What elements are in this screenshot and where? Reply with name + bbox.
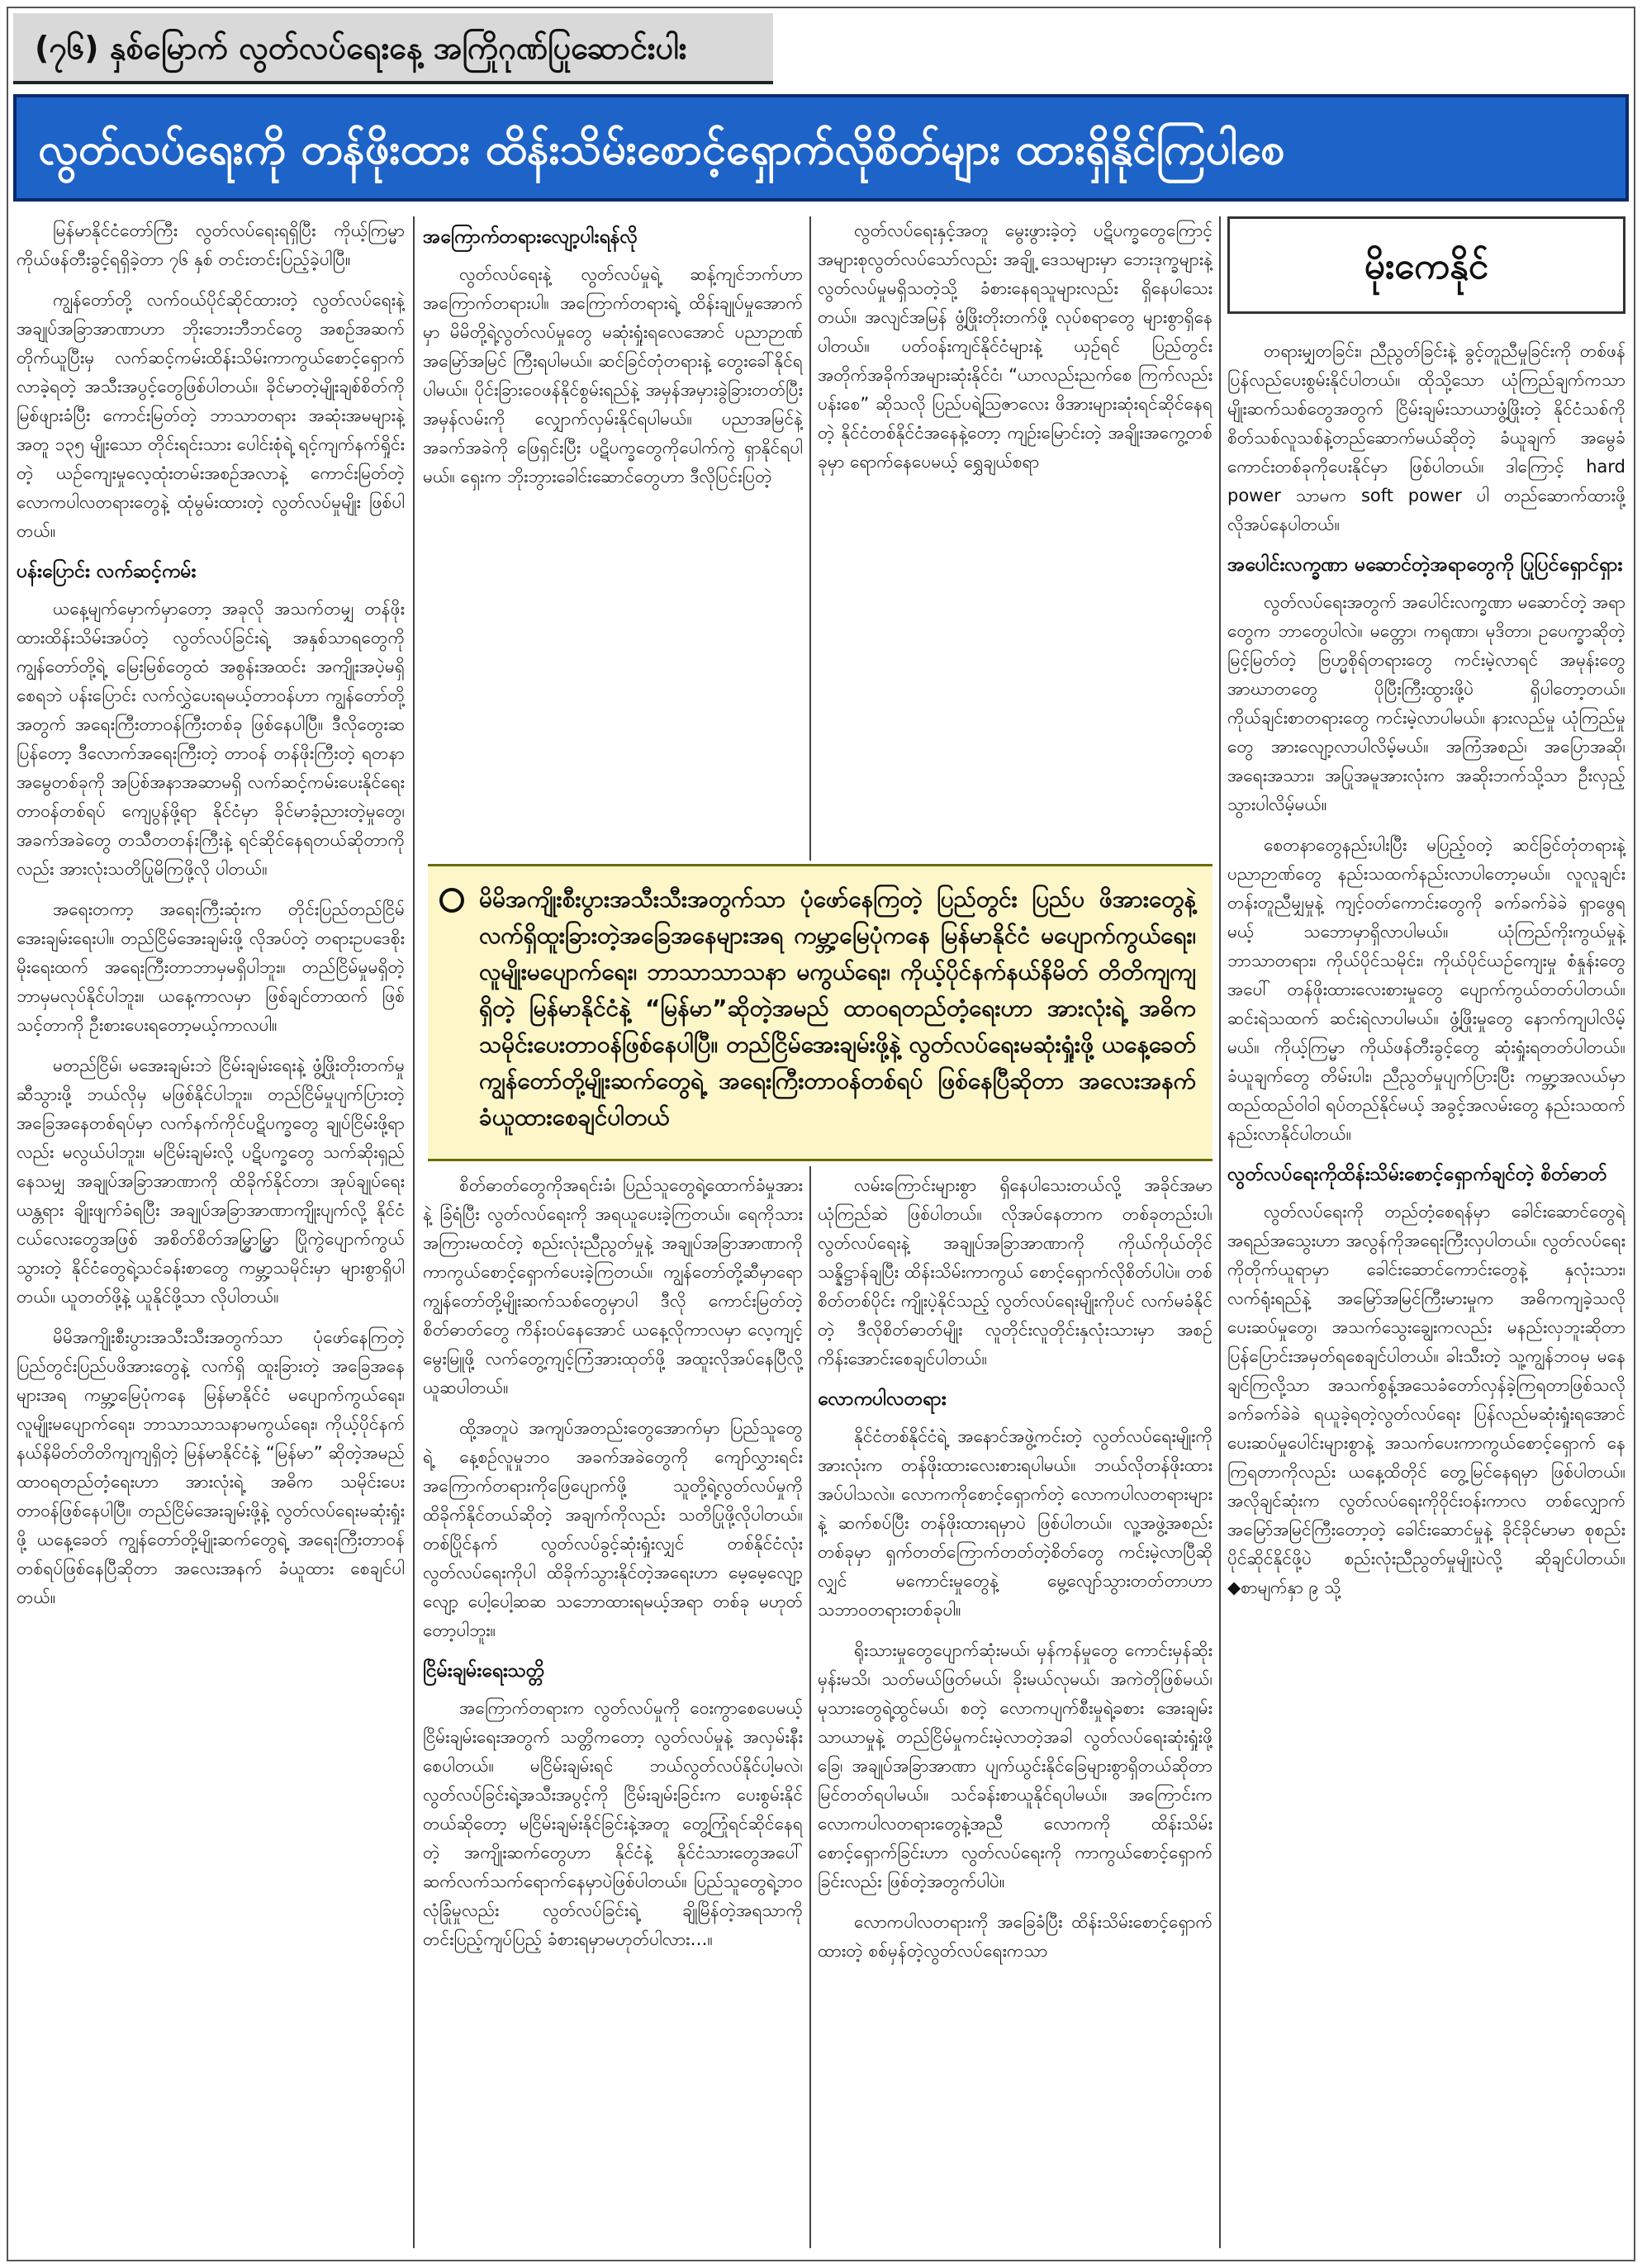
- subheading: အပေါင်းလက္ခဏာ မဆောင်တဲ့အရာတွေကို ပြုပြင်ရှောင်ရှား: [1227, 554, 1623, 576]
- column-1: [17, 216, 405, 2248]
- paragraph: ကျွန်တော်တို့ လက်ဝယ်ပိုင်ဆိုင်ထားတဲ့ လွတ်လပ်ရေးနဲ့ အချုပ်အခြာအာဏာဟာ ဘိုးဘေးဘီဘင်တွေ အစဉ်အဆက်တိုက်ယူပြီးမှ လက်ဆင့်ကမ်းထိန်းသိမ်းကာကွယ်စောင့်ရှောက်လာခဲ့ရတဲ့ အသီးအပွင့်တွေဖြစ်ပါတယ်။ ခိုင်မာတဲ့မျိုးချစ်စိတ်ကို မြစ်ဖျားခံပြီး ကောင်းမြတ်တဲ့ ဘာသာတရား အဆုံးအမများနဲ့အတူ ၁၃၅ မျိုးသော တိုင်းရင်းသား ပေါင်းစုံရဲ့ ရင့်ကျက်နက်ရှိုင်းတဲ့ ယဉ်ကျေးမှုလေ့ထုံးတမ်းအစဉ်အလာနဲ့ ကောင်းမြတ်တဲ့ လောကပါလတရားတွေနဲ့ ထုံမွမ်းထားတဲ့ လွတ်လပ်မှုမျိုး ဖြစ်ပါတယ်။: [17, 290, 405, 541]
- paragraph: လွတ်လပ်ရေးနဲ့ လွတ်လပ်မှုရဲ့ ဆန့်ကျင်ဘက်ဟာ အကြောက်တရားပါ။ အကြောက်တရားရဲ့ ထိန်းချုပ်မှုအောက်မှာ မိမိတို့ရဲ့လွတ်လပ်မှုတွေ မဆုံးရှုံးရလေအောင် ပညာဉာဏ်အမြော်အမြင် ကြီးရပါမယ်။ ဆင်ခြင်တုံတရားနဲ့ တွေးခေါ်နိုင်ရပါမယ်။ ပိုင်းခြားဝေဖန်နိုင်စွမ်းရည်နဲ့ အမှန်အမှားခွဲခြားတတ်ပြီး အမှန်လမ်းကို လျှောက်လှမ်းနိုင်ရပါမယ်။ ပညာအမြင်နဲ့ အခက်အခဲကို ဖြေရှင်းပြီး ပဋိပက္ခတွေကိုပေါက်ကွဲ ရှာနိုင်ရပါမယ်။ ရှေးက ဘိုးဘွားခေါင်းဆောင်တွေဟာ ဒီလိုပြင်းပြတဲ့: [423, 264, 803, 486]
- paragraph: စေတနာတွေနည်းပါးပြီး မပြည့်ဝတဲ့ ဆင်ခြင်တုံတရားနဲ့ ပညာဉာဏ်တွေ နည်းသထက်နည်းလာပါတော့မယ်။ လူလူချင်း တန်းတူညီမျှမှုနဲ့ ကျင့်ဝတ်ကောင်းတွေကို ခက်ခက်ခဲခဲ ရှာဖွေရမယ့် သဘောမှာရှိလာပါမယ်။ ယုံကြည်ကိုးကွယ်မှုနဲ့ ဘာသာတရား၊ ကိုယ်ပိုင်သမိုင်း၊ ကိုယ်ပိုင်ယဉ်ကျေးမှု စံနှုန်းတွေအပေါ် တန်ဖိုးထားလေးစားမှုတွေ ပျောက်ကွယ်တတ်ပါတယ်။ ဆင်းရဲသထက် ဆင်းရဲလာပါမယ်။ ဖွံ့ဖြိုးမှုတွေ နောက်ကျပါလိမ့်မယ်။ ကိုယ့်ကြမ္မာ ကိုယ်ဖန်တီးခွင့်တွေ ဆုံးရှုံးရတတ်ပါတယ်။ ခံယူချက်တွေ တိမ်းပါး၊ ညီညွတ်မှုပျက်ပြားပြီး ကမ္ဘာ့အလယ်မှာ ထည်ထည်ဝါဝါ ရပ်တည်နိုင်မယ့် အခွင့်အလမ်းတွေ နည်းသထက် နည်းလာနိုင်ပါတယ်။: [1227, 835, 1625, 1144]
- pull-quote-text: မိမိအကျိုးစီးပွားအသီးသီးအတွက်သာ ပုံဖော်နေကြတဲ့ ပြည်တွင်း ပြည်ပ ဖိအားတွေနဲ့ လက်ရှိထူးခြားတဲ့အခြေအနေများအရ ကမ္ဘာ့မြေပုံကနေ မြန်မာနိုင်ငံ မပျောက်ကွယ်ရေး၊ လူမျိုးမပျောက်ရေး၊ ဘာသာသာသနာ မကွယ်ရေး၊ ကိုယ့်ပိုင်နက်နယ်နိမိတ် တိတိကျကျရှိတဲ့ မြန်မာနိုင်ငံနဲ့ “မြန်မာ”ဆိုတဲ့အမည် ထာဝရတည်တံ့ရေးဟာ အားလုံးရဲ့ အဓိကသမိုင်းပေးတာဝန်ဖြစ်နေပါပြီ။ တည်ငြိမ်အေးချမ်းဖို့နဲ့ လွတ်လပ်ရေးမဆုံးရှုံးဖို့ ယနေ့ခေတ် ကျွန်တော်တို့မျိုးဆက်တွေရဲ့ အရေးကြီးတာဝန်တစ်ရပ် ဖြစ်နေပြီဆိုတာ အလေးအနက် ခံယူထားစေချင်ပါတယ်: [479, 885, 1196, 1131]
- paragraph: စိတ်ဓာတ်တွေကိုအရင်းခံ၊ ပြည်သူတွေရဲ့ထောက်ခံမှုအားနဲ့ ခြံရံပြီး လွတ်လပ်ရေးကို အရယူပေးခဲ့ကြတယ်။ ရေကိုသား အကြားမထင်တဲ့ စည်းလုံးညီညွတ်မှုနဲ့ အချုပ်အခြာအာဏာကို ကာကွယ်စောင့်ရှောက်ပေးခဲ့ကြတယ်။ ကျွန်တော်တို့ဆီမှာရော ကျွန်တော်တို့မျိုးဆက်သစ်တွေမှာပါ ဒီလို ကောင်းမြတ်တဲ့စိတ်ဓာတ်တွေ ကိန်းဝပ်နေအောင် ယနေ့လိုကာလမှာ လေ့ကျင့်မွေးမြူဖို့ လက်တွေ့ကျင့်ကြံအားထုတ်ဖို့ အထူးလိုအပ်နေပြီလို့ ယူဆပါတယ်။: [423, 1175, 803, 1397]
- kicker-text: (၇၆) နှစ်မြောက် လွတ်လပ်ရေးနေ့ အကြိုဂုဏ်ပြုဆောင်းပါး: [35, 30, 687, 66]
- headline-text: လွတ်လပ်ရေးကို တန်ဖိုးထား ထိန်းသိမ်းစောင့်ရှောက်လိုစိတ်များ ထားရှိနိုင်ကြပါစေ: [38, 125, 1285, 174]
- paragraph: မိမိအကျိုးစီးပွားအသီးသီးအတွက်သာ ပုံဖော်နေကြတဲ့ ပြည်တွင်းပြည်ပဖိအားတွေနဲ့ လက်ရှိ ထူးခြားတဲ့ အခြေအနေများအရ ကမ္ဘာ့မြေပုံကနေ မြန်မာနိုင်ငံ မပျောက်ကွယ်ရေး၊ လူမျိုးမပျောက်ရေး၊ ဘာသာသာသနာမကွယ်ရေး၊ ကိုယ့်ပိုင်နက် နယ်နိမိတ်တိတိကျကျရှိတဲ့ မြန်မာနိုင်ငံနဲ့ “မြန်မာ” ဆိုတဲ့အမည် ထာဝရတည်တံ့ရေးဟာ အားလုံးရဲ့ အဓိက သမိုင်းပေးတာဝန်ဖြစ်နေပါပြီ။ တည်ငြိမ်အေးချမ်းဖို့နဲ့ လွတ်လပ်ရေးမဆုံးရှုံးဖို့ ယနေ့ခေတ် ကျွန်တော်တို့မျိုးဆက်တွေရဲ့ အရေးကြီးတာဝန်တစ်ရပ်ဖြစ်နေပြီဆိုတာ အလေးအနက် ခံယူထား စေချင်ပါတယ်။: [17, 1327, 405, 1607]
- paragraph: မြန်မာနိုင်ငံတော်ကြီး လွတ်လပ်ရေးရရှိပြီး ကိုယ့်ကြမ္မာ ကိုယ်ဖန်တီးခွင့်ရရှိခဲ့တာ ၇၆ နှစ် တင်းတင်းပြည့်ခဲ့ပါပြီ။: [17, 221, 405, 269]
- circle-bullet-icon: [439, 888, 464, 913]
- column-3-bottom: [818, 1171, 1213, 2245]
- paragraph: မတည်ငြိမ်၊ မအေးချမ်းဘဲ ငြိမ်းချမ်းရေးနဲ့ ဖွံ့ဖြိုးတိုးတက်မှုဆီသွားဖို့ ဘယ်လိုမှ မဖြစ်နိုင်ပါဘူး။ တည်ငြိမ်မှုပျက်ပြားတဲ့ အခြေအနေတစ်ရပ်မှာ လက်နက်ကိုင်ပဋိပက္ခတွေ ချုပ်ငြိမ်းဖို့ရာလည်း မလွယ်ပါဘူး။ မငြိမ်းချမ်းလို့ ပဋိပက္ခတွေ သက်ဆိုးရှည်နေသမျှ အချုပ်အခြာအာဏာကို ထိခိုက်နိုင်တာ၊ အုပ်ချုပ်ရေးယန္တရား ချိုးဖျက်ခံရပြီး အချုပ်အခြာအာဏာကျိုးပျက်လို့ နိုင်ငံငယ်လေးတွေအဖြစ် အစိတ်စိတ်အမြွှာမြွှာ ပြိုကွဲပျောက်ကွယ်သွားတဲ့ နိုင်ငံတွေရဲ့သင်ခန်းစာတွေ ကမ္ဘာ့သမိုင်းမှာ များစွာရှိပါတယ်။ ယူတတ်ဖို့နဲ့ ယူနိုင်ဖို့သာ လိုပါတယ်။: [17, 1056, 405, 1307]
- column-2-bottom: [423, 1171, 803, 2245]
- paragraph: လောကပါလတရားကို အခြေခံပြီး ထိန်းသိမ်းစောင့်ရှောက်ထားတဲ့ စစ်မှန်တဲ့လွတ်လပ်ရေးကသာ: [818, 1912, 1213, 1961]
- subheading: လောကပါလတရား: [818, 1388, 947, 1410]
- paragraph: ရိုးသားမှုတွေပျောက်ဆုံးမယ်၊ မှန်ကန်မှုတွေ ကောင်းမှန်ဆိုးမှန်းမသိ၊ သတ်မယ်ဖြတ်မယ်၊ ခိုးမယ်လုမယ်၊ အကဲတိုဖြစ်မယ်၊ မုသားတွေရဲ့ထွင်မယ်၊ စတဲ့ လောကပျက်စီးမှုရဲ့ခစား အေးချမ်းသာယာမှုနဲ့ တည်ငြိမ်မှုကင်းမဲ့လာတဲ့အခါ လွတ်လပ်ရေးဆုံးရှုံးဖို့ခြေ၊ အချုပ်အခြာအာဏာ ပျက်ယွင်းနိုင်ခြေများစွာရှိတယ်ဆိုတာ မြင်တတ်ရပါမယ်။ သင်ခန်းစာယူနိုင်ရပါမယ်။ အကြောင်းက လောကပါလတရားတွေနဲ့အညီ လောကကို ထိန်းသိမ်းစောင့်ရှောက်ခြင်းဟာ လွတ်လပ်ရေးကို ကာကွယ်စောင့်ရှောက်ခြင်းလည်း ဖြစ်တဲ့အတွက်ပါပဲ။: [818, 1640, 1213, 1891]
- column-divider: [413, 216, 415, 2248]
- paragraph: နိုင်ငံတစ်နိုင်ငံရဲ့ အနောင်အဖွဲ့ကင်းတဲ့ လွတ်လပ်ရေးမျိုးကို အားလုံးက တန်ဖိုးထားလေးစားရပါမယ်။ ဘယ်လိုတန်ဖိုးထားအပ်ပါသလဲ။ လောကကိုစောင့်ရှောက်တဲ့ လောကပါလတရားများနဲ့ ဆက်စပ်ပြီး တန်ဖိုးထားရမှာပဲ ဖြစ်ပါတယ်။ လူ့အဖွဲ့အစည်းတစ်ခုမှာ ရှက်တတ်ကြောက်တတ်တဲ့စိတ်တွေ ကင်းမဲ့လာပြီဆိုလျှင် မကောင်းမှုတွေနဲ့ မွေ့လျော်သွားတတ်တာဟာ သဘာဝတရားတစ်ခုပါ။: [818, 1426, 1213, 1620]
- headline-banner: [13, 94, 1629, 202]
- paragraph: ယနေ့မျက်မှောက်မှာတော့ အခုလို အသက်တမျှ တန်ဖိုးထားထိန်းသိမ်းအပ်တဲ့ လွတ်လပ်ခြင်းရဲ့ အနှစ်သာရတွေကို ကျွန်တော်တို့ရဲ့ မြေးမြစ်တွေထံ အစွန်းအထင်း အကျိုးအပဲ့မရှိစေရဘဲ ပန်းပြောင်း လက်လွှဲပေးရမယ့်တာဝန်ဟာ ကျွန်တော်တို့အတွက် အရေးကြီးတာဝန်ကြီးတစ်ခု ဖြစ်နေပါပြီ။ ဒီလိုတွေးဆပြန်တော့ ဒီလောက်အရေးကြီးတဲ့ တာဝန် တန်ဖိုးကြီးတဲ့ ရတနာအမွေတစ်ခုကို အပြစ်အနာအဆာမရှိ လက်ဆင့်ကမ်းပေးနိုင်ရေးတာဝန်တစ်ရပ် ကျေပွန်ဖို့ရာ နိုင်ငံမှာ ခိုင်မာခံ့ညားတဲ့မှုတွေ၊ အခက်အခဲတွေ တသီတတန်းကြီးနဲ့ ရင်ဆိုင်နေရတယ်ဆိုတာကိုလည်း အားလုံးသတိပြုမိကြဖို့လို ပါတယ်။: [17, 599, 405, 879]
- paragraph: အရေးတကာ့ အရေးကြီးဆုံးက တိုင်းပြည်တည်ငြိမ် အေးချမ်းရေးပါ။ တည်ငြိမ်အေးချမ်းဖို့ လိုအပ်တဲ့ တရားဥပဒေစိုးမိုးရေးထက် အရေးကြီးတာဘာမှမရှိပါဘူး။ တည်ငြိမ်မှုမရှိတဲ့ ဘာမှမလုပ်နိုင်ပါဘူး။ ယနေ့ကာလမှာ ဖြစ်ချင်တာထက် ဖြစ်သင့်တာကို ဦးစားပေးရတော့မယ့်ကာလပါ။: [17, 899, 405, 1035]
- paragraph: တရားမျှတခြင်း၊ ညီညွတ်ခြင်းနဲ့ ခွင့်တူညီမှုခြင်းကို တစ်ဖန်ပြန်လည်ပေးစွမ်းနိုင်ပါတယ်။ ထိုသို့သော ယုံကြည်ချက်ကသာ မျိုးဆက်သစ်တွေအတွက် ငြိမ်းချမ်းသာယာဖွံ့ဖြိုးတဲ့ နိုင်ငံသစ်ကို စိတ်သစ်လူသစ်နဲ့တည်ဆောက်မယ်ဆိုတဲ့ ခံယူချက် အမွေခံကောင်းတစ်ခုကိုပေးနိုင်မှာ ဖြစ်ပါတယ်။ ဒါကြောင့် hard power သာမက soft power ပါ တည်ဆောက်ထားဖို့ လိုအပ်နေပါတယ်။: [1227, 341, 1625, 534]
- subheading: လွတ်လပ်ရေးကိုထိန်းသိမ်းစောင့်ရှောက်ချင်တဲ့ စိတ်ဓာတ်: [1227, 1164, 1607, 1185]
- pull-quote-box: [428, 864, 1213, 1161]
- paragraph: လွတ်လပ်ရေးအတွက် အပေါင်းလက္ခဏာ မဆောင်တဲ့ အရာတွေက ဘာတွေပါလဲ။ မတ္တော၊ ကရုဏာ၊ မုဒိတာ၊ ဥပေက္ခာဆိုတဲ့ မြင့်မြတ်တဲ့ ဗြဟ္မစိုရ်တရားတွေ ကင်းမဲ့လာရင် အမုန်းတွေ အာဃာတတွေ ပိုပြီးကြီးထွားဖို့ပဲ ရှိပါတော့တယ်။ ကိုယ်ချင်းစာတရားတွေ ကင်းမဲ့လာပါမယ်။ နားလည်မှု ယုံကြည်မှုတွေ အားလျော့လာပါလိမ့်မယ်။ အကြံအစည်၊ အပြောအဆို၊ အရေးအသား၊ အပြုအမူအားလုံးက အဆိုးဘက်သို့သာ ဦးလှည့်သွားပါလိမ့်မယ်။: [1227, 592, 1625, 814]
- subheading: ငြိမ်းချမ်းရေးသတ္တိ: [423, 1660, 545, 1682]
- byline-box: [1227, 216, 1625, 314]
- column-divider: [1219, 216, 1221, 2248]
- paragraph: လွတ်လပ်ရေးနှင့်အတူ မွေးဖွားခဲ့တဲ့ ပဋိပက္ခတွေကြောင့် အများစုလွတ်လပ်သော်လည်း အချို့ ဒေသများမှာ ဘေးဒုက္ခများနဲ့လွတ်လပ်မှုမရှိသတဲ့သို့ ခံစားနေရသူများလည်း ရှိနေပါသေးတယ်။ အလျင်အမြန် ဖွံ့ဖြိုးတိုးတက်ဖို့ လုပ်စရာတွေ များစွာရှိနေပါတယ်။ ပတ်ဝန်းကျင်နိုင်ငံများနဲ့ ယှဉ်ရင် ပြည်တွင်းအတိုက်အခိုက်အများဆုံးနိုင်ငံ၊ “ယာလည်းညက်စေ ကြက်လည်းပန်းစေ” ဆိုသလို ပြည်ပရဲ့ဩဇာလေး ဖိအားများဆုံးရင်ဆိုင်နေရတဲ့ နိုင်ငံတစ်နိုင်ငံအနေနဲ့တော့ ကျဉ်းမြောင်းတဲ့ အချိုးအကွေ့တစ်ခုမှာ ရောက်နေပေမယ့် ရွှေချယ်စရာ: [818, 221, 1213, 472]
- paragraph: အကြောက်တရားက လွတ်လပ်မှုကို ဝေးကွာစေပေမယ့် ငြိမ်းချမ်းရေးအတွက် သတ္တိကတော့ လွတ်လပ်မှုနဲ့ အလှမ်းနီးစေပါတယ်။ မငြိမ်းချမ်းရင် ဘယ်လွတ်လပ်နိုင်ပါ့မလဲ၊ လွတ်လပ်ခြင်းရဲ့အသီးအပွင့်ကို ငြိမ်းချမ်းခြင်းက ပေးစွမ်းနိုင်တယ်ဆိုတော့ မငြိမ်းချမ်းနိုင်ခြင်းနဲ့အတူ တွေ့ကြုံရင်ဆိုင်နေရတဲ့ အကျိုးဆက်တွေဟာ နိုင်ငံနဲ့ နိုင်ငံသားတွေအပေါ် ဆက်လက်သက်ရောက်နေမှာပဲဖြစ်ပါတယ်။ ပြည်သူတွေရဲ့ဘဝ လုံခြုံမှုလည်း လွတ်လပ်ခြင်းရဲ့ ချိုမြိန်တဲ့အရသာကို တင်းပြည့်ကျပ်ပြည့် ခံစားရမှာမဟုတ်ပါလား…။: [423, 1698, 803, 1949]
- byline-author: မိုးကေနိုင်: [1364, 245, 1489, 287]
- paragraph: ထို့အတူပဲ အကျပ်အတည်းတွေအောက်မှာ ပြည်သူတွေရဲ့ နေ့စဉ်လူမှုဘဝ အခက်အခဲတွေကို ကျော်လွှားရင်း အကြောက်တရားကိုဖြေပျောက်ဖို့ သူတို့ရဲ့လွတ်လပ်မှုကို ထိခိုက်နိုင်တယ်ဆိုတဲ့ အချက်ကိုလည်း သတိပြုဖို့လိုပါတယ်။ တစ်ပြိုင်နက် လွတ်လပ်ခွင့်ဆုံးရှုံးလျှင် တစ်နိုင်ငံလုံးလွတ်လပ်ရေးကိုပါ ထိခိုက်သွားနိုင်တဲ့အရေးဟာ မေ့မေ့လျော့လျော့ ပေါ့ပေါ့ဆဆ သဘောထားရမယ့်အရာ တစ်ခု မဟုတ်တော့ပါဘူး။: [423, 1418, 803, 1640]
- paragraph: လမ်းကြောင်းများစွာ ရှိနေပါသေးတယ်လို့ အခိုင်အမာယုံကြည်ဆဲ ဖြစ်ပါတယ်။ လိုအပ်နေတာက တစ်ခုတည်းပါ၊ လွတ်လပ်ရေးနဲ့ အချုပ်အခြာအာဏာကို ကိုယ်ကိုယ်တိုင် သန္နိဋ္ဌာန်ချပြီး ထိန်းသိမ်းကာကွယ် စောင့်ရှောက်လိုစိတ်ပါပဲ။ တစ်စိတ်တစ်ပိုင်း ကျိုးပဲ့နိုင်သည့် လွတ်လပ်ရေးမျိုးကိုပင် လက်မခံနိုင်တဲ့ ဒီလိုစိတ်ဓာတ်မျိုး လူတိုင်းလူတိုင်းနှလုံးသားမှာ အစဉ်ကိန်းအောင်းစေချင်ပါတယ်။: [818, 1175, 1213, 1369]
- column-4: [1227, 337, 1625, 2253]
- paragraph: လွတ်လပ်ရေးကို တည်တံ့စေရန်မှာ ခေါင်းဆောင်တွေရဲ့အရည်အသွေးဟာ အလွန်ကိုအရေးကြီးလှပါတယ်။ လွတ်လပ်ရေးကိုတိုက်ယူရာမှာ ခေါင်းဆောင်ကောင်းတွေနဲ့ နှလုံးသား၊ လက်ရုံးရည်နဲ့ အမြော်အမြင်ကြီးမားမှုက အဓိကကျခဲ့သလို ပေးဆပ်မှုတွေ၊ အသက်သွေးချွေးကလည်း မနည်းလှဘူးဆိုတာ ပြန်ပြောင်းအမှတ်ရစေချင်ပါတယ်။ ခါးသီးတဲ့ သူ့ကျွန်ဘဝမှ မနေချင်ကြလို့သာ အသက်စွန့်အသေခံတော်လှန်ခဲ့ကြရတာဖြစ်သလို ခက်ခက်ခဲခဲ ရယူခဲ့ရတဲ့လွတ်လပ်ရေး ပြန်လည်မဆုံးရှုံးရအောင် ပေးဆပ်မှုပေါင်းများစွာနဲ့ အသက်ပေးကာကွယ်စောင့်ရှောက် နေကြရတာကိုလည်း ယနေ့ထိတိုင် တွေ့မြင်နေရမှာ ဖြစ်ပါတယ်။ အလိုချင်ဆုံးက လွတ်လပ်ရေးကိုဝိုင်းဝန်းကာလ တစ်လျှောက် အမြော်အမြင်ကြီးတော့တဲ့ ခေါင်းဆောင်မှုနဲ့ ခိုင်ခိုင်မာမာ စုစည်းပိုင်ဆိုင်နိုင်ဖို့ပဲ စည်းလုံးညီညွတ်မှုမျိုးပဲလို့ ဆိုချင်ပါတယ်။ ◆စာမျက်နှာ ၉ သို့: [1227, 1202, 1625, 1597]
- column-divider: [809, 1166, 811, 2248]
- column-divider: [809, 216, 811, 861]
- kicker-box: [13, 13, 773, 84]
- subheading: ပန်းပြောင်း လက်ဆင့်ကမ်း: [17, 561, 197, 582]
- subheading: အကြောက်တရားလျော့ပါးရန်လို: [423, 226, 638, 248]
